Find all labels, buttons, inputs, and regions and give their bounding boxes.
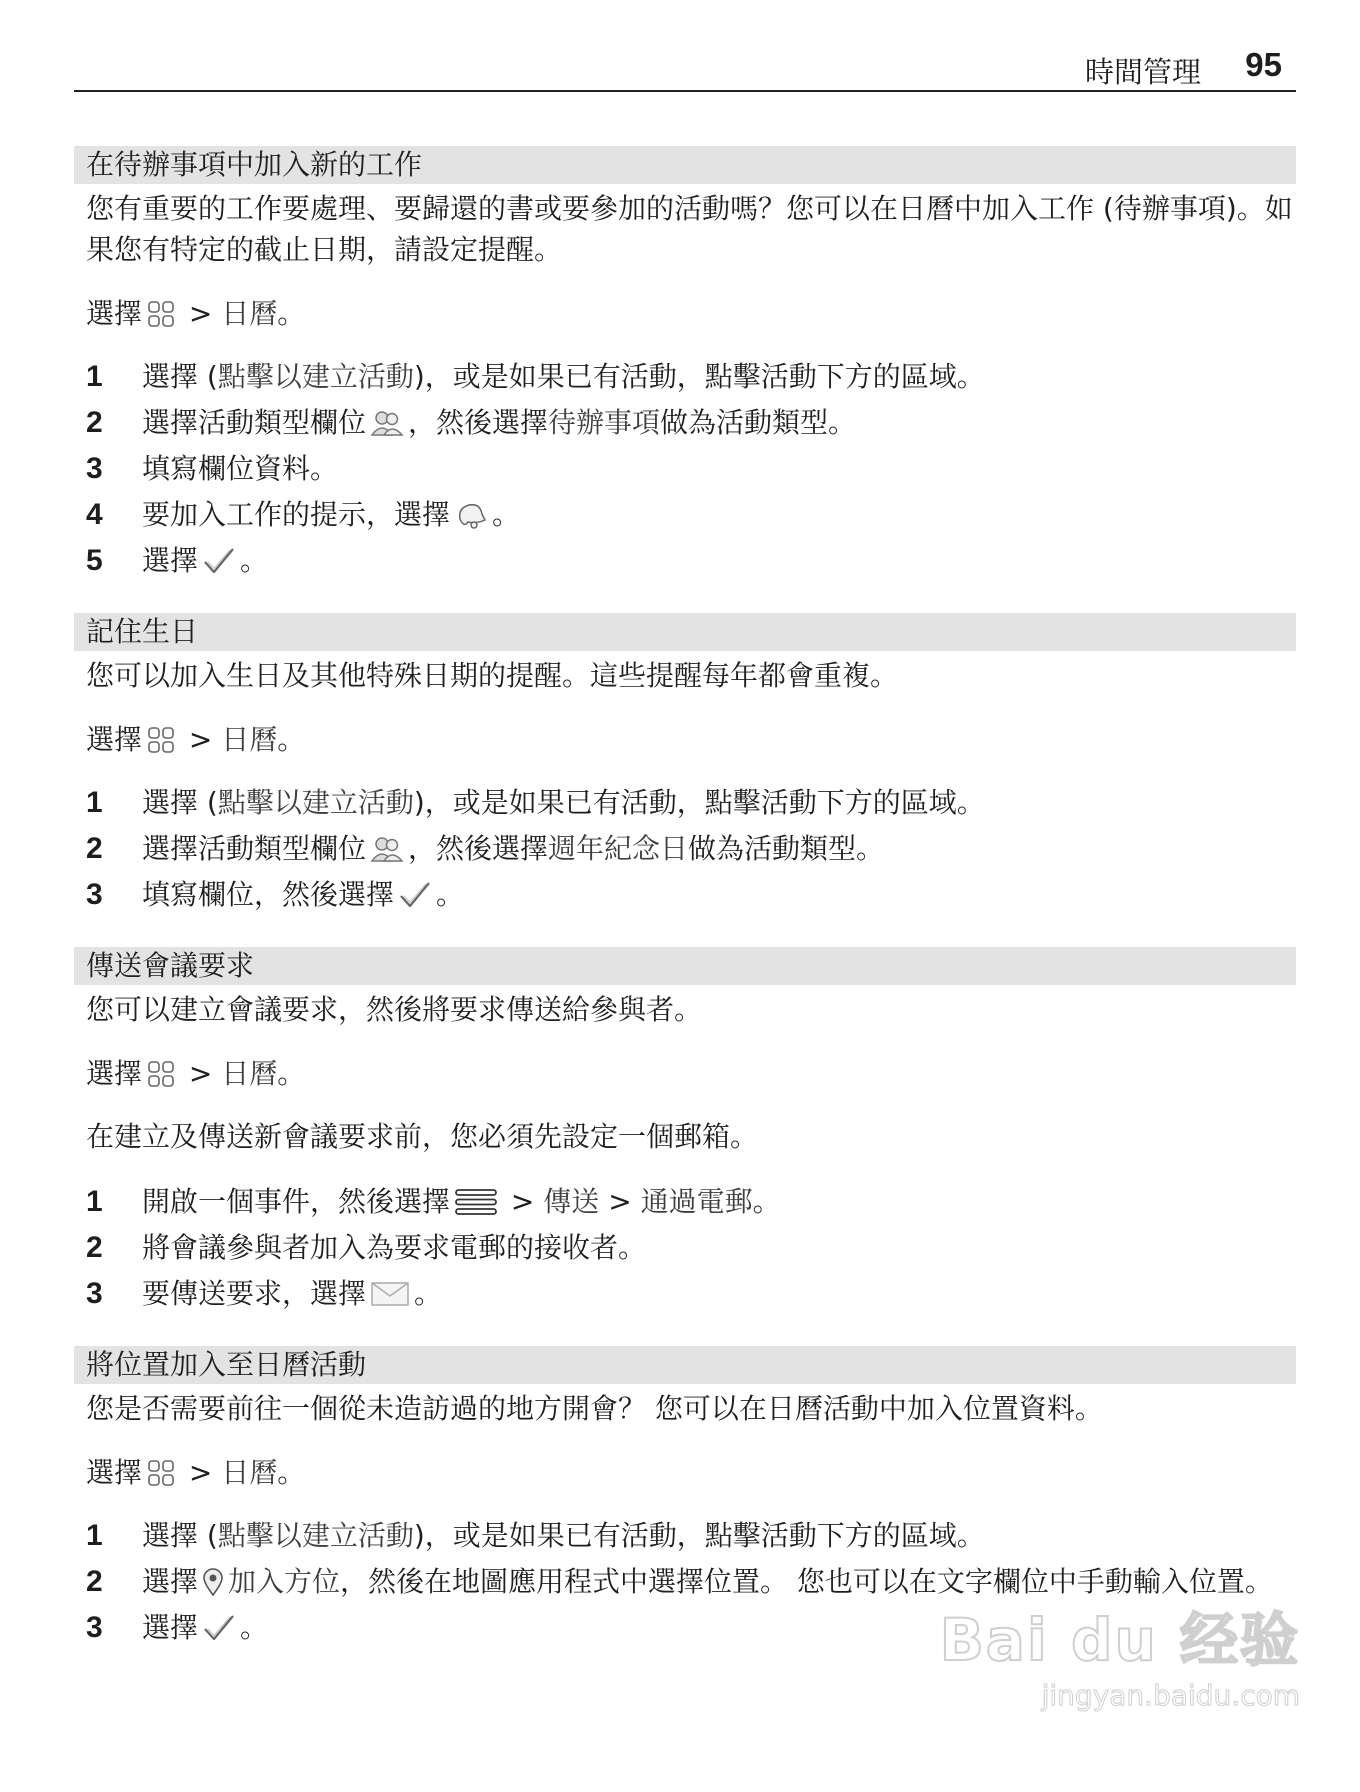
section-meeting-request xyxy=(74,947,1296,1314)
step-number: 2 xyxy=(86,1231,103,1264)
step-number: 1 xyxy=(86,1185,103,1218)
list-item xyxy=(74,402,1296,443)
list-item xyxy=(74,356,1296,397)
page-number: 95 xyxy=(1245,46,1282,83)
send-option[interactable]: 傳送 xyxy=(543,1185,600,1218)
calendar-link[interactable]: 日曆 xyxy=(221,297,278,330)
list-item xyxy=(74,1273,1296,1314)
apps-grid-icon xyxy=(146,725,176,755)
page-content xyxy=(74,146,1296,1680)
select-path xyxy=(74,720,1296,760)
step-list xyxy=(74,782,1296,915)
path-end: 。 xyxy=(277,1057,306,1090)
alarm-bell-icon xyxy=(454,500,488,530)
section-birthday xyxy=(74,613,1296,915)
via-email-option[interactable]: 通過電郵 xyxy=(640,1185,753,1218)
step-number: 2 xyxy=(86,832,103,865)
path-separator: > xyxy=(180,1057,222,1090)
select-lead: 選擇 xyxy=(86,1057,143,1090)
people-icon xyxy=(370,408,404,438)
step-number: 4 xyxy=(86,498,103,531)
step-text: 選擇 (點擊以建立活動)，或是如果已有活動，點擊活動下方的區域。 xyxy=(142,786,985,819)
list-item xyxy=(74,828,1296,869)
section-intro: 您是否需要前往一個從未造訪過的地方開會？ 您可以在日曆活動中加入位置資料。 xyxy=(86,1392,1103,1425)
checkmark-icon xyxy=(398,880,432,910)
tap-to-create-option[interactable]: 點擊以建立活動 xyxy=(217,1519,414,1552)
select-path xyxy=(74,1453,1296,1493)
section-intro: 您可以建立會議要求，然後將要求傳送給參與者。 xyxy=(86,993,703,1026)
step-number: 2 xyxy=(86,1565,103,1598)
todo-option[interactable]: 待辦事項 xyxy=(548,406,661,439)
step-text: 選擇 (點擊以建立活動)，或是如果已有活動，點擊活動下方的區域。 xyxy=(142,1519,985,1552)
people-icon xyxy=(370,834,404,864)
apps-grid-icon xyxy=(146,1059,176,1089)
checkmark-icon xyxy=(202,1613,236,1643)
step-text: 要傳送要求，選擇 。 xyxy=(142,1277,443,1310)
envelope-icon xyxy=(370,1279,410,1309)
list-item xyxy=(74,540,1296,581)
select-path xyxy=(74,1054,1296,1094)
checkmark-icon xyxy=(202,546,236,576)
mailbox-note: 在建立及傳送新會議要求前，您必須先設定一個郵箱。 xyxy=(86,1120,759,1153)
list-item xyxy=(74,874,1296,915)
step-number: 2 xyxy=(86,406,103,439)
step-text: 選擇活動類型欄位 ，然後選擇待辦事項做為活動類型。 xyxy=(142,406,857,439)
select-lead: 選擇 xyxy=(86,723,143,756)
section-intro: 您可以加入生日及其他特殊日期的提醒。這些提醒每年都會重複。 xyxy=(86,659,899,692)
section-title: 傳送會議要求 xyxy=(74,947,1296,985)
calendar-link[interactable]: 日曆 xyxy=(221,723,278,756)
step-text: 開啟一個事件，然後選擇 > 傳送 > 通過電郵。 xyxy=(142,1185,781,1218)
step-text: 選擇 。 xyxy=(142,1611,269,1644)
step-number: 1 xyxy=(86,1519,103,1552)
tap-to-create-option[interactable]: 點擊以建立活動 xyxy=(217,786,414,819)
step-number: 3 xyxy=(86,1277,103,1310)
menu-lines-icon xyxy=(454,1187,498,1217)
step-number: 3 xyxy=(86,452,103,485)
list-item xyxy=(74,1515,1296,1556)
chapter-title: 時間管理 xyxy=(1084,55,1201,89)
watermark-logo: Bai du 经验 xyxy=(939,1606,1300,1674)
calendar-link[interactable]: 日曆 xyxy=(221,1456,278,1489)
step-text: 選擇 。 xyxy=(142,544,269,577)
path-separator: > xyxy=(180,1456,222,1489)
select-lead: 選擇 xyxy=(86,297,143,330)
step-text: 選擇 (點擊以建立活動)，或是如果已有活動，點擊活動下方的區域。 xyxy=(142,360,985,393)
step-number: 3 xyxy=(86,1611,103,1644)
step-number: 1 xyxy=(86,786,103,819)
path-separator: > xyxy=(180,297,222,330)
list-item xyxy=(74,1227,1296,1268)
path-separator: > xyxy=(180,723,222,756)
page-header xyxy=(74,44,1296,92)
step-text: 選擇 加入方位，然後在地圖應用程式中選擇位置。 您也可以在文字欄位中手動輸入位置。 xyxy=(142,1565,1273,1598)
step-text: 選擇活動類型欄位 ，然後選擇週年紀念日做為活動類型。 xyxy=(142,832,885,865)
path-end: 。 xyxy=(277,297,306,330)
tap-to-create-option[interactable]: 點擊以建立活動 xyxy=(217,360,414,393)
step-text: 填寫欄位，然後選擇 。 xyxy=(142,878,465,911)
step-number: 1 xyxy=(86,360,103,393)
step-text: 要加入工作的提示，選擇 。 xyxy=(142,498,521,531)
list-item xyxy=(74,1181,1296,1222)
section-title: 將位置加入至日曆活動 xyxy=(74,1346,1296,1384)
apps-grid-icon xyxy=(146,299,176,329)
path-end: 。 xyxy=(277,723,306,756)
list-item xyxy=(74,782,1296,823)
section-add-task xyxy=(74,146,1296,581)
calendar-link[interactable]: 日曆 xyxy=(221,1057,278,1090)
step-list xyxy=(74,356,1296,581)
step-number: 5 xyxy=(86,544,103,577)
apps-grid-icon xyxy=(146,1458,176,1488)
step-number: 3 xyxy=(86,878,103,911)
map-pin-icon xyxy=(202,1567,224,1597)
watermark-url: jingyan.baidu.com xyxy=(1041,1679,1300,1712)
list-item xyxy=(74,494,1296,535)
add-location-option[interactable]: 加入方位 xyxy=(228,1565,341,1598)
list-item xyxy=(74,448,1296,489)
section-intro: 您有重要的工作要處理、要歸還的書或要參加的活動嗎？您可以在日曆中加入工作 (待辦事項)。如果您有特定的截止日期，請設定提醒。 xyxy=(86,192,1293,266)
select-lead: 選擇 xyxy=(86,1456,143,1489)
step-list xyxy=(74,1181,1296,1314)
path-end: 。 xyxy=(277,1456,306,1489)
anniversary-option[interactable]: 週年紀念日 xyxy=(548,832,689,865)
step-text: 將會議參與者加入為要求電郵的接收者。 xyxy=(142,1231,647,1264)
step-text: 填寫欄位資料。 xyxy=(142,452,339,485)
section-title: 在待辦事項中加入新的工作 xyxy=(74,146,1296,184)
section-title: 記住生日 xyxy=(74,613,1296,651)
baidu-watermark xyxy=(940,1593,1300,1712)
select-path xyxy=(74,294,1296,334)
